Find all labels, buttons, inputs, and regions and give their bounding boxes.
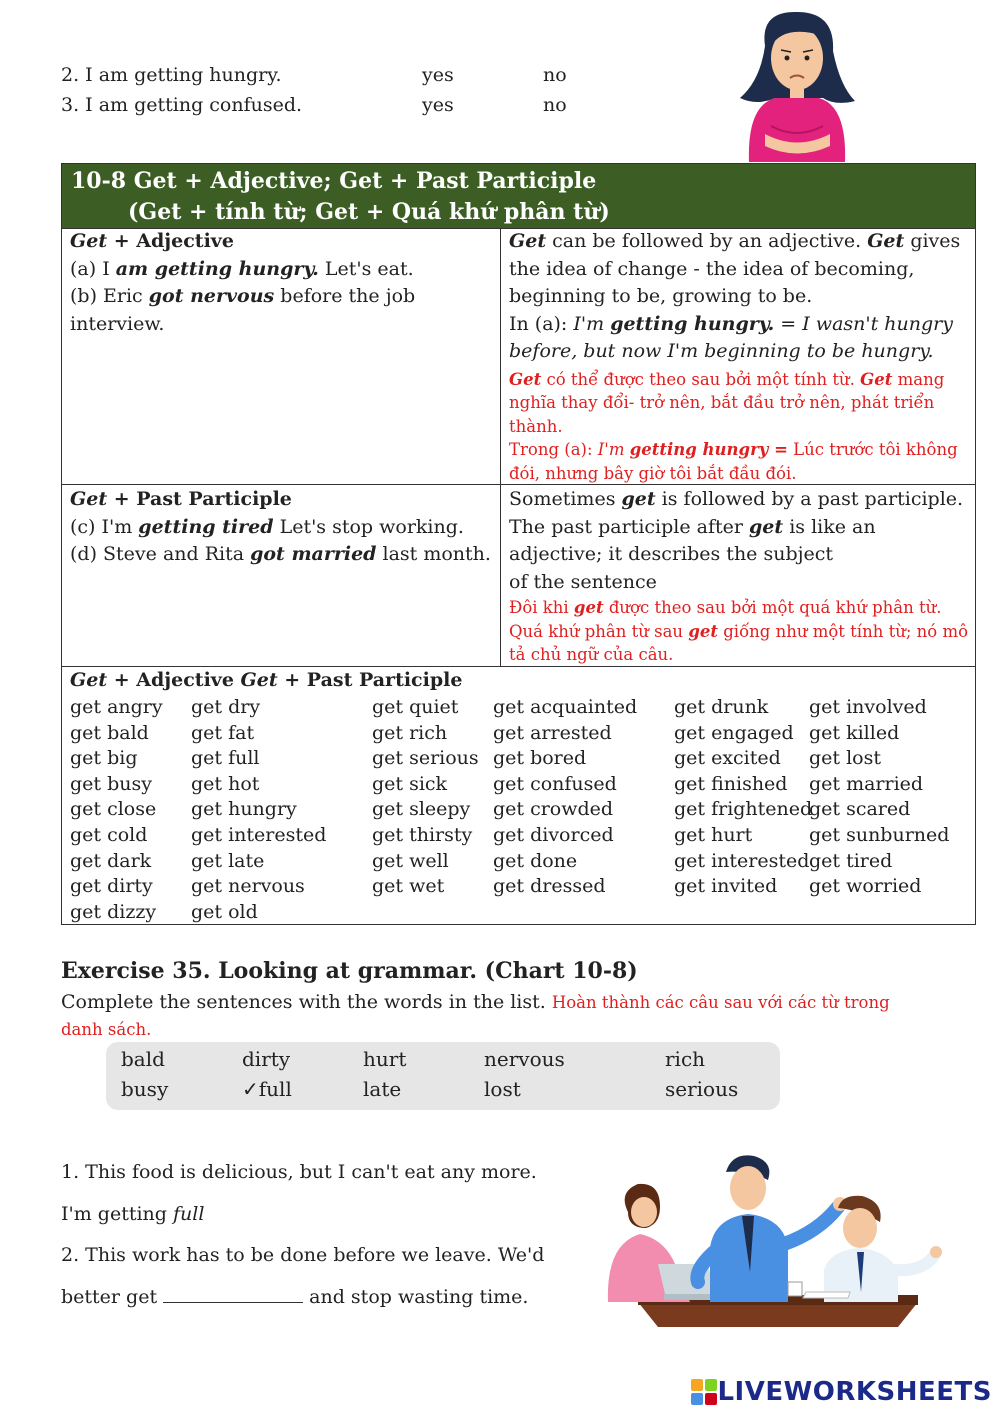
- word-column-2: [191, 695, 326, 925]
- word-item: get thirsty: [372, 823, 473, 846]
- word-item: get fat: [191, 721, 255, 744]
- word-option: bald: [121, 1047, 165, 1071]
- word-item: get sick: [372, 772, 448, 795]
- answer-blank-2[interactable]: [163, 1284, 303, 1303]
- word-item: get drunk: [674, 696, 769, 718]
- word-item: get bored: [493, 747, 587, 770]
- sentence-2-cont: better get and stop wasting time.: [61, 1286, 529, 1308]
- row2-examples: Get + Past Participle (c) I'm getting tired Let's stop working. (d) Steve and Rita got married last month.: [70, 488, 491, 565]
- word-item: get hurt: [674, 823, 753, 846]
- word-item: get divorced: [493, 823, 614, 846]
- word-item: get dirty: [70, 875, 153, 898]
- office-meeting-illustration: [598, 1152, 944, 1342]
- word-item: get dark: [70, 849, 152, 872]
- chart-title-vi: (Get + tính từ; Get + Quá khứ phân từ): [128, 199, 610, 225]
- word-item: get big: [70, 747, 138, 770]
- word-option: busy: [121, 1077, 169, 1101]
- word-option: ✓full: [242, 1077, 292, 1101]
- row1-explanation: Get can be followed by an adjective. Get gives the idea of change - the idea of becoming, beginning to be, growing to be. In (a): I'm getting hungry. = I wasn't hungry before, but now I'm beginning to be hungry. Get có thể được theo sau bởi một tính từ. Get mang nghĩa thay đổi- trở nên, bắt đầu trở nên, phát triển thành. Trong (a): I'm getting hungry = Lúc trước tôi không đói, nhưng bây giờ tôi bắt đầu đói.: [509, 230, 961, 483]
- word-item: get well: [372, 849, 449, 872]
- word-item: get sleepy: [372, 798, 471, 821]
- word-item: get excited: [674, 747, 781, 770]
- word-column-5: [674, 695, 812, 900]
- word-item: get nervous: [191, 875, 305, 898]
- word-item: get invited: [674, 875, 778, 898]
- row2-explanation: Sometimes get is followed by a past participle. The past participle after get is like an adjective; it describes the subject of the sentence Đôi khi get được theo sau bởi một quá khứ phân từ. Quá khứ phân từ sau get giống như một tính từ; nó mô tả chủ ngữ của câu.: [509, 488, 969, 664]
- exercise-instruction: Complete the sentences with the words in the list. Hoàn thành các câu sau với các từ trong danh sách.: [61, 991, 890, 1039]
- word-item: get rich: [372, 721, 448, 744]
- word-column-4: [493, 695, 637, 900]
- word-item: get dry: [191, 696, 261, 718]
- word-option: dirty: [242, 1047, 291, 1071]
- word-item: get lost: [809, 747, 881, 770]
- word-option: rich: [665, 1047, 706, 1071]
- word-item: get confused: [493, 772, 617, 795]
- word-item: get involved: [809, 696, 927, 718]
- word-item: get finished: [674, 772, 788, 795]
- chart-title: 10-8 Get + Adjective; Get + Past Participle: [71, 168, 597, 194]
- word-item: get worried: [809, 875, 922, 898]
- chart-header: [62, 164, 975, 228]
- sentence-1-answer: I'm getting full: [61, 1203, 205, 1225]
- word-item: get scared: [809, 798, 911, 821]
- word-list-box: [106, 1042, 780, 1110]
- word-item: get killed: [809, 721, 900, 744]
- sentence-2: 2. This work has to be done before we leave. We'd: [61, 1244, 545, 1266]
- word-item: get serious: [372, 747, 479, 770]
- word-item: get frightened: [674, 798, 813, 821]
- word-item: get dizzy: [70, 900, 157, 923]
- liveworksheets-logo-icon: [691, 1379, 717, 1405]
- word-option: late: [363, 1077, 402, 1101]
- word-item: get interested: [191, 823, 327, 846]
- word-column-1: [70, 695, 163, 925]
- word-item: get close: [70, 798, 157, 821]
- word-item: get hungry: [191, 798, 297, 821]
- sentence-1: 1. This food is delicious, but I can't eat any more.: [61, 1161, 537, 1183]
- question-3-yes[interactable]: yes: [422, 94, 454, 116]
- exercise-title: Exercise 35. Looking at grammar. (Chart 10-8): [61, 958, 638, 984]
- grammar-chart: [61, 163, 976, 925]
- word-option: hurt: [363, 1047, 407, 1071]
- question-2-yes[interactable]: yes: [422, 64, 454, 86]
- row1-examples: Get + Adjective (a) I am getting hungry. Let's eat. (b) Eric got nervous before the job interview.: [70, 230, 416, 335]
- word-item: get dressed: [493, 875, 606, 898]
- word-item: get arrested: [493, 721, 612, 744]
- word-item: get tired: [809, 849, 893, 872]
- word-option: nervous: [484, 1047, 565, 1071]
- word-item: get wet: [372, 875, 445, 898]
- word-item: get quiet: [372, 696, 459, 718]
- question-2: 2. I am getting hungry.: [61, 64, 282, 86]
- worried-woman-illustration: [735, 6, 860, 162]
- question-3: 3. I am getting confused.: [61, 94, 303, 116]
- word-item: get crowded: [493, 798, 614, 821]
- word-column-3: [372, 695, 479, 900]
- word-item: get engaged: [674, 721, 794, 744]
- word-option: lost: [484, 1077, 521, 1101]
- word-item: get hot: [191, 772, 260, 795]
- liveworksheets-logo: LIVEWORKSHEETS: [691, 1377, 992, 1407]
- word-item: get angry: [70, 696, 163, 718]
- word-item: get sunburned: [809, 823, 950, 846]
- word-column-6: [809, 695, 949, 900]
- word-item: get old: [191, 900, 258, 923]
- word-item: get cold: [70, 823, 148, 846]
- word-option: serious: [665, 1077, 739, 1101]
- answer-full: full: [172, 1203, 205, 1225]
- word-item: get late: [191, 849, 265, 872]
- word-item: get done: [493, 849, 578, 872]
- word-item: get full: [191, 747, 260, 770]
- question-3-no[interactable]: no: [543, 94, 567, 116]
- word-item: get busy: [70, 772, 152, 795]
- word-item: get married: [809, 772, 924, 795]
- word-item: get acquainted: [493, 696, 638, 718]
- row3-title: Get + Adjective Get + Past Participle: [70, 669, 463, 691]
- question-2-no[interactable]: no: [543, 64, 567, 86]
- word-item: get bald: [70, 721, 149, 744]
- word-item: get interested: [674, 849, 810, 872]
